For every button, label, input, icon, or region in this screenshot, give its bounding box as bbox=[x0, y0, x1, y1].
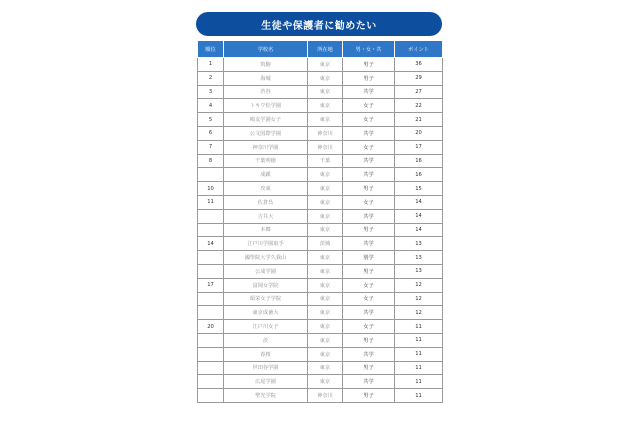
cell-points: 13 bbox=[395, 251, 443, 265]
cell-location: 東京 bbox=[308, 320, 343, 334]
cell-rank: 2 bbox=[198, 71, 224, 85]
cell-rank bbox=[198, 223, 224, 237]
cell-points: 14 bbox=[395, 209, 443, 223]
cell-gender: 共学 bbox=[343, 168, 395, 182]
cell-points: 11 bbox=[395, 320, 443, 334]
cell-points: 11 bbox=[395, 361, 443, 375]
cell-points: 21 bbox=[395, 113, 443, 127]
cell-rank bbox=[198, 333, 224, 347]
cell-points: 12 bbox=[395, 278, 443, 292]
cell-rank bbox=[198, 209, 224, 223]
cell-location: 東京 bbox=[308, 347, 343, 361]
cell-school: 公文国際学園 bbox=[224, 126, 308, 140]
cell-gender: 男子 bbox=[343, 389, 395, 403]
cell-school: 江戸川学園取手 bbox=[224, 237, 308, 251]
cell-location: 東京 bbox=[308, 333, 343, 347]
cell-points: 20 bbox=[395, 126, 443, 140]
cell-points: 13 bbox=[395, 237, 443, 251]
cell-gender: 共学 bbox=[343, 306, 395, 320]
cell-rank bbox=[198, 251, 224, 265]
cell-location: 東京 bbox=[308, 251, 343, 265]
cell-school: 吉井大 bbox=[224, 209, 308, 223]
cell-school: 広尾学園 bbox=[224, 375, 308, 389]
table-row bbox=[198, 154, 443, 168]
cell-points: 11 bbox=[395, 389, 443, 403]
cell-school: 頌栄女子学院 bbox=[224, 292, 308, 306]
cell-rank: 1 bbox=[198, 58, 224, 72]
cell-gender: 男子 bbox=[343, 71, 395, 85]
table-row bbox=[198, 320, 443, 334]
cell-location: 東京 bbox=[308, 168, 343, 182]
cell-gender: 共学 bbox=[343, 85, 395, 99]
table-body bbox=[198, 58, 443, 403]
cell-location: 東京 bbox=[308, 292, 343, 306]
cell-gender: 男子 bbox=[343, 223, 395, 237]
cell-school: 春桜 bbox=[224, 347, 308, 361]
cell-rank: 4 bbox=[198, 99, 224, 113]
cell-gender: 共学 bbox=[343, 237, 395, 251]
cell-location: 茨城 bbox=[308, 237, 343, 251]
cell-gender: 男子 bbox=[343, 182, 395, 196]
cell-gender: 共学 bbox=[343, 347, 395, 361]
cell-location: 東京 bbox=[308, 182, 343, 196]
table-row bbox=[198, 347, 443, 361]
cell-gender: 共学 bbox=[343, 375, 395, 389]
cell-school: 富岡女学院 bbox=[224, 278, 308, 292]
table-row bbox=[198, 375, 443, 389]
cell-rank: 6 bbox=[198, 126, 224, 140]
table-row bbox=[198, 168, 443, 182]
cell-gender: 女子 bbox=[343, 99, 395, 113]
cell-location: 東京 bbox=[308, 113, 343, 127]
cell-points: 11 bbox=[395, 347, 443, 361]
cell-location: 東京 bbox=[308, 209, 343, 223]
table-row bbox=[198, 140, 443, 154]
cell-location: 東京 bbox=[308, 306, 343, 320]
table-row bbox=[198, 182, 443, 196]
cell-points: 16 bbox=[395, 154, 443, 168]
cell-rank: 7 bbox=[198, 140, 224, 154]
cell-points: 11 bbox=[395, 375, 443, 389]
cell-rank bbox=[198, 168, 224, 182]
cell-school: 江戸川女子 bbox=[224, 320, 308, 334]
cell-gender: 共学 bbox=[343, 154, 395, 168]
cell-gender: 女子 bbox=[343, 320, 395, 334]
cell-points: 27 bbox=[395, 85, 443, 99]
cell-gender: 男子 bbox=[343, 333, 395, 347]
cell-school: 海城 bbox=[224, 71, 308, 85]
table-row bbox=[198, 389, 443, 403]
cell-gender: 別学 bbox=[343, 251, 395, 265]
cell-rank bbox=[198, 389, 224, 403]
cell-points: 12 bbox=[395, 306, 443, 320]
cell-location: 東京 bbox=[308, 264, 343, 278]
cell-gender: 男子 bbox=[343, 361, 395, 375]
ranking-table bbox=[197, 40, 443, 403]
cell-points: 14 bbox=[395, 195, 443, 209]
cell-school: 佐倉呉 bbox=[224, 195, 308, 209]
table-row bbox=[198, 58, 443, 72]
cell-rank: 10 bbox=[198, 182, 224, 196]
ranking-title-banner bbox=[196, 12, 442, 36]
cell-rank bbox=[198, 375, 224, 389]
cell-rank bbox=[198, 347, 224, 361]
cell-points: 15 bbox=[395, 182, 443, 196]
cell-points: 17 bbox=[395, 140, 443, 154]
cell-location: 東京 bbox=[308, 375, 343, 389]
cell-points: 13 bbox=[395, 264, 443, 278]
cell-rank bbox=[198, 361, 224, 375]
cell-points: 36 bbox=[395, 58, 443, 72]
cell-points: 22 bbox=[395, 99, 443, 113]
cell-location: 東京 bbox=[308, 361, 343, 375]
cell-school: 神奈川学園 bbox=[224, 140, 308, 154]
cell-school: 千葉明徳 bbox=[224, 154, 308, 168]
cell-gender: 男子 bbox=[343, 58, 395, 72]
cell-school: 本郷 bbox=[224, 223, 308, 237]
header-points: ポイント bbox=[395, 41, 443, 58]
cell-location: 神奈川 bbox=[308, 140, 343, 154]
table-row bbox=[198, 264, 443, 278]
cell-school: 世田谷学園 bbox=[224, 361, 308, 375]
cell-school: 聖光学院 bbox=[224, 389, 308, 403]
cell-location: 東京 bbox=[308, 71, 343, 85]
header-rank: 順位 bbox=[198, 41, 224, 58]
cell-location: 東京 bbox=[308, 58, 343, 72]
ranking-title: 生徒や保護者に勧めたい bbox=[261, 20, 377, 32]
table-row bbox=[198, 292, 443, 306]
cell-points: 12 bbox=[395, 292, 443, 306]
cell-rank: 14 bbox=[198, 237, 224, 251]
cell-rank: 11 bbox=[198, 195, 224, 209]
cell-location: 東京 bbox=[308, 85, 343, 99]
cell-points: 11 bbox=[395, 333, 443, 347]
cell-school: トキワ松学園 bbox=[224, 99, 308, 113]
cell-location: 神奈川 bbox=[308, 126, 343, 140]
cell-points: 14 bbox=[395, 223, 443, 237]
cell-location: 東京 bbox=[308, 99, 343, 113]
table-row bbox=[198, 361, 443, 375]
table-row bbox=[198, 333, 443, 347]
table-row bbox=[198, 251, 443, 265]
cell-rank bbox=[198, 306, 224, 320]
cell-location: 神奈川 bbox=[308, 389, 343, 403]
table-row bbox=[198, 223, 443, 237]
cell-school: 鴎友学園女子 bbox=[224, 113, 308, 127]
cell-rank bbox=[198, 264, 224, 278]
table-row bbox=[198, 113, 443, 127]
cell-rank: 3 bbox=[198, 85, 224, 99]
cell-rank: 5 bbox=[198, 113, 224, 127]
cell-location: 千葉 bbox=[308, 154, 343, 168]
cell-gender: 女子 bbox=[343, 140, 395, 154]
cell-gender: 共学 bbox=[343, 209, 395, 223]
cell-gender: 女子 bbox=[343, 195, 395, 209]
table-row bbox=[198, 278, 443, 292]
cell-location: 東京 bbox=[308, 223, 343, 237]
header-gender: 男・女・共 bbox=[343, 41, 395, 58]
cell-school: 渋谷 bbox=[224, 85, 308, 99]
cell-points: 29 bbox=[395, 71, 443, 85]
cell-rank: 8 bbox=[198, 154, 224, 168]
cell-points: 16 bbox=[395, 168, 443, 182]
cell-school: 攻東 bbox=[224, 182, 308, 196]
cell-rank bbox=[198, 292, 224, 306]
cell-gender: 女子 bbox=[343, 113, 395, 127]
header-school: 学校名 bbox=[224, 41, 308, 58]
cell-school: 筑駒 bbox=[224, 58, 308, 72]
table-row bbox=[198, 126, 443, 140]
cell-location: 東京 bbox=[308, 278, 343, 292]
cell-school: 成蹊 bbox=[224, 168, 308, 182]
table-row bbox=[198, 71, 443, 85]
cell-school: 東京成徳大 bbox=[224, 306, 308, 320]
table-row bbox=[198, 209, 443, 223]
table-row bbox=[198, 85, 443, 99]
table-row bbox=[198, 99, 443, 113]
cell-rank: 17 bbox=[198, 278, 224, 292]
table-row bbox=[198, 306, 443, 320]
cell-gender: 共学 bbox=[343, 126, 395, 140]
cell-gender: 女子 bbox=[343, 292, 395, 306]
table-row bbox=[198, 237, 443, 251]
table-row bbox=[198, 195, 443, 209]
cell-gender: 男子 bbox=[343, 264, 395, 278]
cell-gender: 女子 bbox=[343, 278, 395, 292]
header-location: 所在地 bbox=[308, 41, 343, 58]
cell-rank: 20 bbox=[198, 320, 224, 334]
cell-school: 茨 bbox=[224, 333, 308, 347]
cell-location: 東京 bbox=[308, 195, 343, 209]
cell-school: 國學院大学久我山 bbox=[224, 251, 308, 265]
table-header-row bbox=[198, 41, 443, 58]
cell-school: 公成学園 bbox=[224, 264, 308, 278]
